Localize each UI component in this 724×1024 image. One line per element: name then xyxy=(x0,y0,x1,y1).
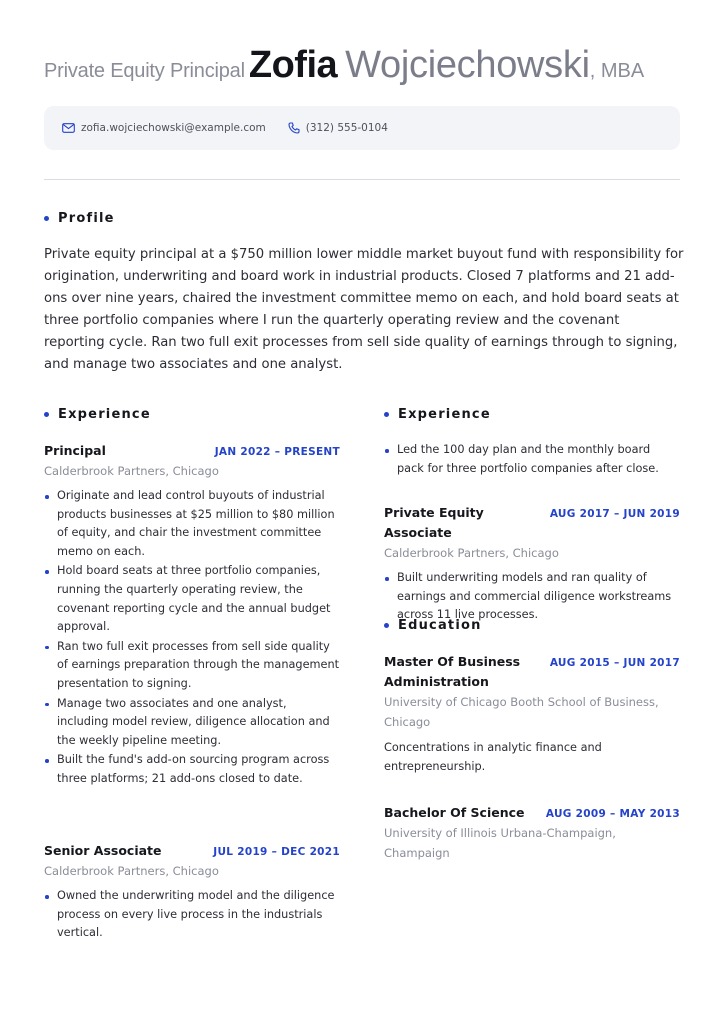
experience-heading-text: Experience xyxy=(398,407,491,422)
job-date: JUL 2019 – DEC 2021 xyxy=(213,846,340,858)
school-city: Chicago xyxy=(384,715,431,729)
experience-heading-text: Experience xyxy=(58,407,151,422)
profile-summary: Private equity principal at a $750 million lower middle market buyout fund with responsibility for origination, underwriting and board work in industrial products. Closed 7 platforms and 21 add-ons over nine years, chaired the investment committee memo on each, and hold board seats at three portfolio companies where I run the quarterly operating review and the covenant reporting cycle. Ran two full exit processes from sell side quality of earnings through to signing, and manage two associates and one analyst. xyxy=(44,247,684,372)
education-heading xyxy=(384,618,482,633)
job-date: AUG 2017 – JUN 2019 xyxy=(549,508,680,520)
job-bullets xyxy=(44,487,340,789)
section-bullet-icon xyxy=(44,216,49,221)
job-date: JAN 2022 – PRESENT xyxy=(214,446,340,458)
header-divider xyxy=(44,179,680,180)
email-contact[interactable] xyxy=(62,122,266,134)
company-city: , Chicago xyxy=(505,546,559,560)
last-name: Wojciechowski xyxy=(345,44,590,86)
job-role-title: Private Equity Principal xyxy=(44,60,245,82)
company-city: , Chicago xyxy=(165,464,219,478)
company-name: Calderbrook Partners xyxy=(44,864,166,878)
list-item: Built underwriting models and ran quality of earnings and commercial diligence workstreams across 11 live processes. xyxy=(384,569,680,625)
job-principal xyxy=(44,441,340,790)
list-item: Owned the underwriting model and the diligence process on every live process in the industrials vertical. xyxy=(44,887,340,943)
company-name: Calderbrook Partners xyxy=(384,546,506,560)
degree-title: Bachelor Of Science xyxy=(384,805,525,820)
education-date: AUG 2009 – MAY 2013 xyxy=(545,808,680,820)
list-item: Built the fund's add-on sourcing program across three platforms; 21 add-ons closed to date. xyxy=(44,751,340,788)
job-bullets xyxy=(384,569,680,625)
job-title: Senior Associate xyxy=(44,843,162,858)
company-name: Calderbrook Partners xyxy=(44,464,166,478)
job-company xyxy=(44,461,340,481)
experience-heading xyxy=(44,407,151,422)
phone-contact[interactable] xyxy=(288,122,388,134)
list-item: Ran two full exit processes from sell side quality of earnings preparation through the management presentation to signing. xyxy=(44,638,340,694)
name-suffix: , MBA xyxy=(589,60,645,82)
experience-continued xyxy=(384,435,680,479)
education-mba xyxy=(384,652,680,776)
phone-icon xyxy=(288,122,300,134)
section-bullet-icon xyxy=(384,412,389,417)
education-note-continued: entrepreneurship. xyxy=(384,760,486,773)
job-company xyxy=(44,861,340,881)
profile-heading xyxy=(44,211,115,226)
education-note: Concentrations in analytic finance and xyxy=(384,741,602,754)
job-bullets xyxy=(384,441,680,478)
degree-title-continued: Administration xyxy=(384,674,489,689)
section-bullet-icon xyxy=(384,623,389,628)
education-bs xyxy=(384,803,680,863)
envelope-icon xyxy=(62,123,75,133)
education-date: AUG 2015 – JUN 2017 xyxy=(549,657,680,669)
resume-header xyxy=(44,44,684,88)
education-heading-text: Education xyxy=(398,618,482,633)
job-bullets xyxy=(44,887,340,943)
school-city: Champaign xyxy=(384,846,450,860)
school-name: University of Illinois Urbana-Champaign, xyxy=(384,826,616,840)
email-text[interactable]: zofia.wojciechowski@example.com xyxy=(81,122,266,134)
job-company xyxy=(384,543,680,563)
school-name: University of Chicago Booth School of Business, xyxy=(384,695,659,709)
phone-text[interactable]: (312) 555-0104 xyxy=(305,122,388,134)
job-senior-associate xyxy=(44,841,340,944)
profile-heading-text: Profile xyxy=(58,211,115,226)
list-item: Hold board seats at three portfolio companies, running the quarterly operating review, the covenant reporting cycle and the annual budget approval. xyxy=(44,562,340,636)
degree-title: Master Of Business xyxy=(384,654,521,669)
company-city: , Chicago xyxy=(165,864,219,878)
list-item: Manage two associates and one analyst, including model review, diligence allocation and the weekly pipeline meeting. xyxy=(44,695,340,751)
list-item: Originate and lead control buyouts of industrial products businesses at $25 million to $80 million of equity, and chair the investment committee memo on each. xyxy=(44,487,340,561)
experience-continued-heading xyxy=(384,407,491,422)
job-pe-associate xyxy=(384,503,680,626)
contact-bar xyxy=(44,106,680,150)
job-title: Private Equity Associate xyxy=(384,505,484,540)
list-item: Led the 100 day plan and the monthly board pack for three portfolio companies after close. xyxy=(384,441,680,478)
section-bullet-icon xyxy=(44,412,49,417)
first-name: Zofia xyxy=(248,44,338,86)
job-title: Principal xyxy=(44,443,106,458)
